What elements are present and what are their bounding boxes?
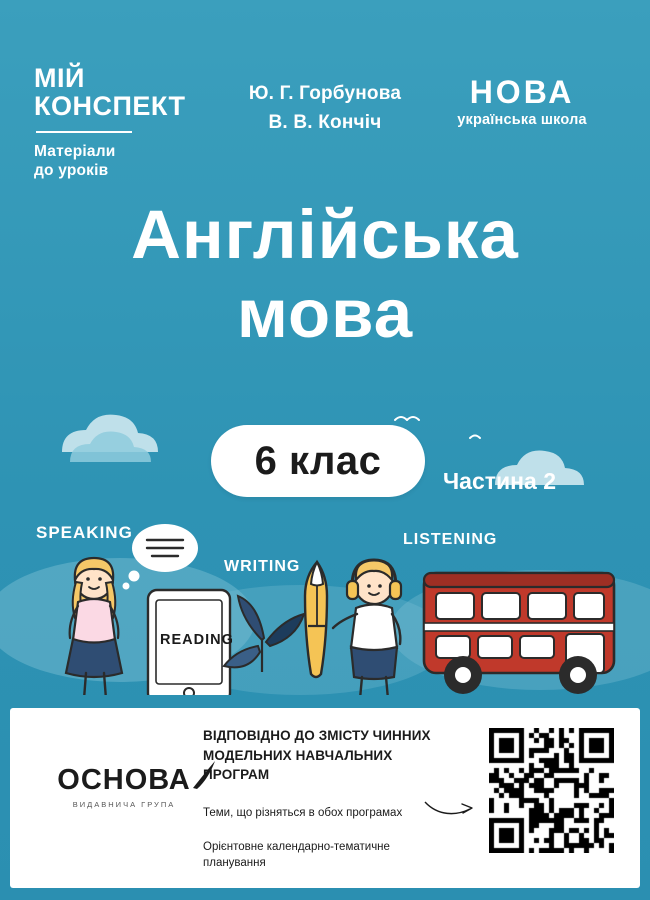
author-2: В. В. Кончіч — [268, 111, 382, 133]
part-label: Частина 2 — [443, 468, 557, 494]
label-reading: READING — [160, 632, 234, 648]
label-speaking: SPEAKING — [36, 523, 133, 542]
blurb-bullet-1: Теми, що різняться в обох програмах — [203, 806, 403, 819]
title-line-1: Англійська — [131, 196, 519, 273]
nova-badge-subtitle: українська школа — [457, 112, 587, 128]
label-writing: WRITING — [224, 558, 301, 575]
grade-label: 6 клас — [254, 438, 382, 483]
grade-pill — [211, 425, 425, 497]
series-badge-sub-line1: Матеріали — [34, 142, 116, 160]
qr-code[interactable] — [489, 728, 614, 853]
series-badge-line1: МІЙ — [34, 63, 85, 93]
label-listening: LISTENING — [403, 531, 498, 548]
compliance-blurb — [203, 726, 448, 872]
nova-badge-title: НОВА — [469, 74, 575, 110]
blurb-headline-1: ВІДПОВІДНО ДО ЗМІСТУ ЧИННИХ — [203, 728, 431, 743]
series-badge-sub-line2: до уроків — [34, 162, 109, 180]
authors-block — [205, 80, 445, 137]
nova-school-badge — [432, 76, 612, 128]
cover-header — [0, 58, 650, 188]
bottom-panel — [10, 708, 640, 888]
series-badge — [34, 64, 184, 180]
author-1: Ю. Г. Горбунова — [248, 83, 402, 104]
title-line-2: мова — [236, 275, 414, 353]
arrow-icon — [424, 798, 476, 818]
series-badge-divider — [36, 131, 132, 133]
blurb-headline-2: МОДЕЛЬНИХ НАВЧАЛЬНИХ ПРОГРАМ — [203, 747, 393, 783]
page-title — [0, 196, 650, 353]
publisher-logo — [44, 764, 204, 809]
publisher-name: ОСНОВА — [57, 764, 191, 796]
series-badge-line2: КОНСПЕКТ — [34, 91, 186, 122]
blurb-bullet-2-line1: Орієнтовне календарно-тематичне — [203, 840, 390, 853]
publisher-tagline: ВИДАВНИЧА ГРУПА — [72, 800, 176, 809]
blurb-bullet-2-line2: планування — [203, 857, 266, 870]
